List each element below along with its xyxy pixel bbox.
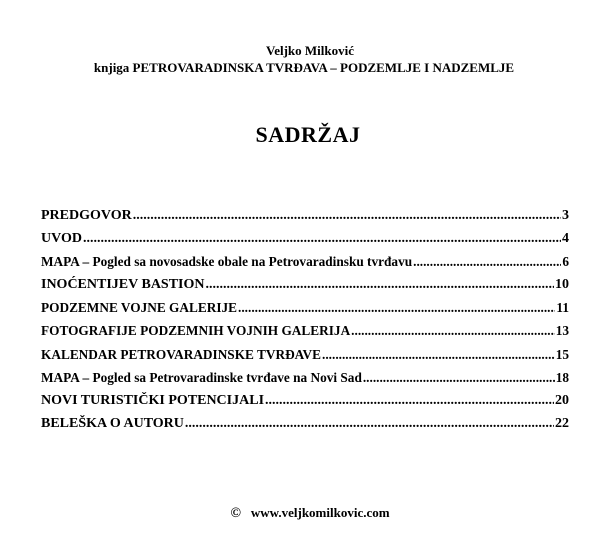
toc-entry-title: UVOD (41, 231, 82, 247)
toc-entry-mapa-novosadska-obala[interactable] (41, 254, 569, 277)
toc-dot-leader (351, 323, 555, 339)
toc-page-number: 4 (562, 231, 569, 247)
toc-entry-mapa-novi-sad[interactable] (41, 370, 569, 393)
toc-dot-leader (265, 393, 554, 409)
toc-dot-leader (133, 208, 561, 224)
toc-entry-title: PREDGOVOR (41, 208, 132, 223)
toc-dot-leader (363, 370, 555, 386)
page-title: SADRŽAJ (255, 122, 361, 147)
document-header (0, 42, 600, 76)
toc-page-number: 13 (555, 323, 569, 339)
toc-dot-leader (206, 277, 554, 293)
toc-page-number: 3 (562, 208, 569, 223)
toc-entry-title: INOĆENTIJEV BASTION (41, 277, 205, 293)
toc-page-number: 18 (555, 369, 569, 385)
toc-dot-leader (238, 300, 555, 316)
toc-page-number: 22 (555, 415, 569, 431)
toc-dot-leader (322, 347, 555, 363)
toc-entry-title: BELEŠKA O AUTORU (41, 415, 184, 431)
author-name: Veljko Milković (266, 43, 354, 58)
website-link[interactable]: www.veljkomilkovic.com (250, 505, 390, 520)
toc-page-number: 15 (555, 346, 569, 362)
toc-dot-leader (83, 231, 561, 247)
toc-page-number: 6 (562, 254, 569, 270)
toc-entry-predgovor[interactable] (41, 208, 569, 231)
toc-entry-title: MAPA – Pogled sa Petrovaradinske tvrđave na Novi Sad (41, 369, 362, 385)
toc-entry-kalendar[interactable] (41, 347, 569, 370)
toc-entry-inocentijev-bastion[interactable] (41, 277, 569, 300)
toc-dot-leader (185, 416, 554, 432)
toc-entry-podzemne-vojne-galerije[interactable] (41, 300, 569, 323)
toc-page-number: 11 (556, 300, 569, 316)
copyright-symbol: © (230, 506, 241, 521)
toc-entry-beleska-o-autoru[interactable] (41, 416, 569, 439)
toc-entry-fotografije[interactable] (41, 323, 569, 346)
toc-page-number: 10 (555, 277, 569, 293)
toc-page-number: 20 (555, 392, 569, 408)
toc-entry-title: MAPA – Pogled sa novosadske obale na Petrovaradinsku tvrđavu (41, 254, 413, 270)
book-title: knjiga PETROVARADINSKA TVRĐAVA – PODZEMLJE I NADZEMLJE (93, 60, 515, 75)
toc-entry-title: KALENDAR PETROVARADINSKE TVRĐAVE (41, 346, 322, 362)
toc-entry-title: NOVI TURISTIČKI POTENCIJALI (41, 392, 265, 408)
footer (0, 505, 600, 522)
toc-entry-turisticki-potencijali[interactable] (41, 393, 569, 416)
toc-entry-title: PODZEMNE VOJNE GALERIJE (41, 300, 238, 316)
toc-entry-uvod[interactable] (41, 231, 569, 254)
toc-dot-leader (413, 254, 561, 270)
table-of-contents (41, 208, 569, 439)
toc-entry-title: FOTOGRAFIJE PODZEMNIH VOJNIH GALERIJA (41, 323, 351, 339)
